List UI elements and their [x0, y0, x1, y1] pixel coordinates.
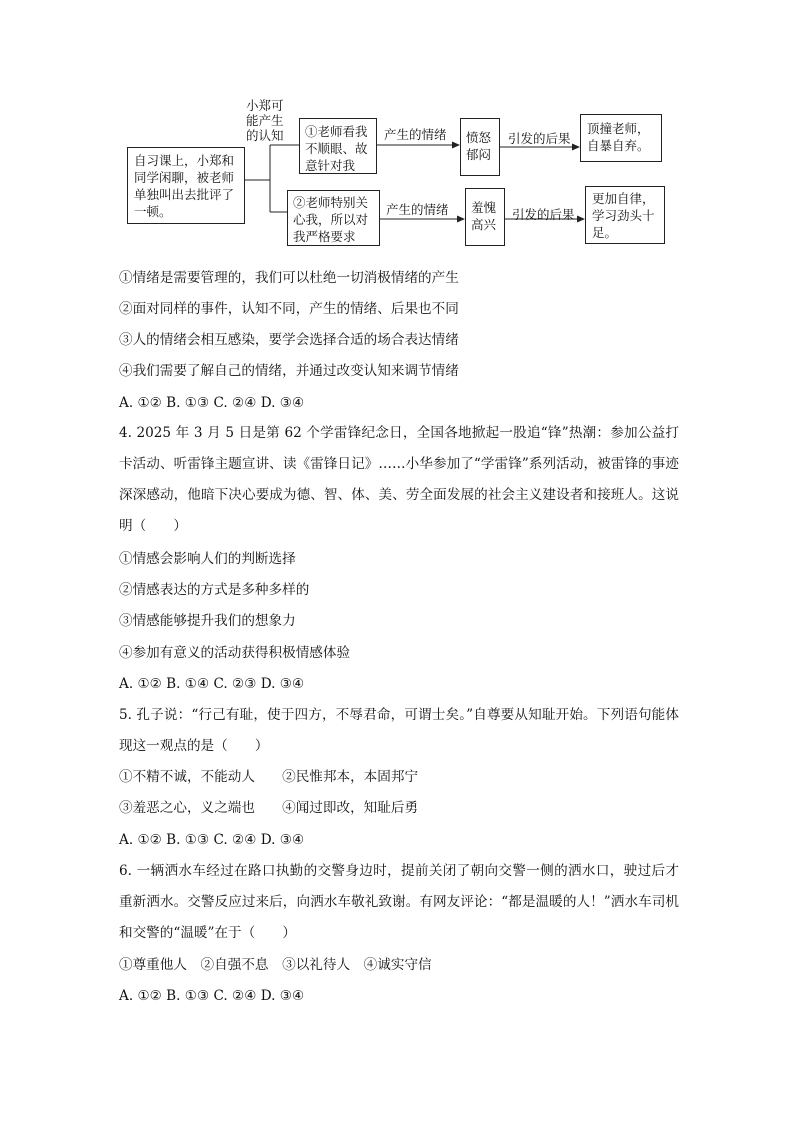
cognition-side-label: 小郑可 能产生 的认知 [246, 98, 284, 143]
result-b-box [585, 186, 665, 244]
q5-options-row-2: ③羞恶之心，义之端也 ④闻过即改，知耻后勇 [119, 800, 419, 816]
edge-label-result-a: 引发的后果 [508, 131, 571, 146]
edge-label-emotion-a: 产生的情绪 [384, 127, 447, 142]
q4-answers: A. ①② B. ①④ C. ②③ D. ③④ [119, 676, 305, 692]
cognition-a-box [299, 118, 377, 174]
result-a-box [580, 114, 662, 162]
q6-stem: 6. 一辆洒水车经过在路口执勤的交警身边时，提前关闭了朝向交警一侧的洒水口，驶过后才重新洒水。交警反应过来后，向洒水车敬礼致谢。有网友评论：“都是温暖的人！”洒水车司机和交警的“温暖”在于（ ） [119, 863, 679, 941]
q6-answers: A. ①② B. ①③ C. ②④ D. ③④ [119, 988, 305, 1004]
edge-label-emotion-b: 产生的情绪 [386, 202, 449, 217]
q3-option-2: ②面对同样的事件，认知不同，产生的情绪、后果也不同 [119, 301, 459, 317]
result-b-text: 更加自律，学习劲头十足。 [592, 191, 655, 240]
q6-options: ①尊重他人 ②自强不息 ③以礼待人 ④诚实守信 [119, 957, 432, 973]
cognition-a-text: ①老师看我不顺眼、故意针对我 [305, 124, 368, 173]
q3-option-1: ①情绪是需要管理的，我们可以杜绝一切消极情绪的产生 [119, 270, 459, 286]
q4-option-3: ③情感能够提升我们的想象力 [119, 613, 296, 629]
q4-option-1: ①情感会影响人们的判断选择 [119, 551, 296, 567]
q5-stem: 5. 孔子说：“行己有耻，使于四方，不辱君命，可谓士矣。”自尊要从知耻开始。下列语句能体现这一观点的是（ ） [119, 707, 679, 754]
q3-answers: A. ①② B. ①③ C. ②④ D. ③④ [119, 395, 305, 411]
emotion-b-text: 羞愧高兴 [471, 200, 497, 232]
q3-option-3: ③人的情绪会相互感染，要学会选择合适的场合表达情绪 [119, 332, 459, 348]
source-event-text: 自习课上，小郑和同学闲聊，被老师单独叫出去批评了一顿。 [134, 153, 235, 219]
q4-option-2: ②情感表达的方式是多种多样的 [119, 582, 310, 598]
result-a-text: 顶撞老师，自暴自弃。 [587, 121, 650, 153]
cognition-b-box [287, 190, 380, 246]
edge-label-result-b: 引发的后果 [512, 207, 575, 222]
q4-stem: 4. 2025 年 3 月 5 日是第 62 个学雷锋纪念日，全国各地掀起一股追“锋”热潮：参加公益打卡活动、听雷锋主题宣讲、读《雷锋日记》……小华参加了“学雷锋”系列活动，被雷锋的事迹深深感动，他暗下决心要成为德、智、体、美、劳全面发展的社会主义建设者和接班人。这说明（ ） [119, 425, 679, 534]
emotion-a-text: 愤怒郁闷 [466, 130, 492, 162]
source-event-box [127, 147, 245, 224]
q5-options-row-1: ①不精不诚，不能动人 ②民惟邦本，本固邦宁 [119, 769, 419, 785]
q3-option-4: ④我们需要了解自己的情绪，并通过改变认知来调节情绪 [119, 363, 459, 379]
emotion-b-box [465, 188, 505, 246]
q4-option-4: ④参加有意义的活动获得积极情感体验 [119, 645, 351, 661]
q5-answers: A. ①② B. ①③ C. ②④ D. ③④ [119, 832, 305, 848]
cognition-b-text: ②老师特别关心我，所以对我严格要求 [293, 195, 369, 244]
emotion-a-box [460, 118, 500, 176]
